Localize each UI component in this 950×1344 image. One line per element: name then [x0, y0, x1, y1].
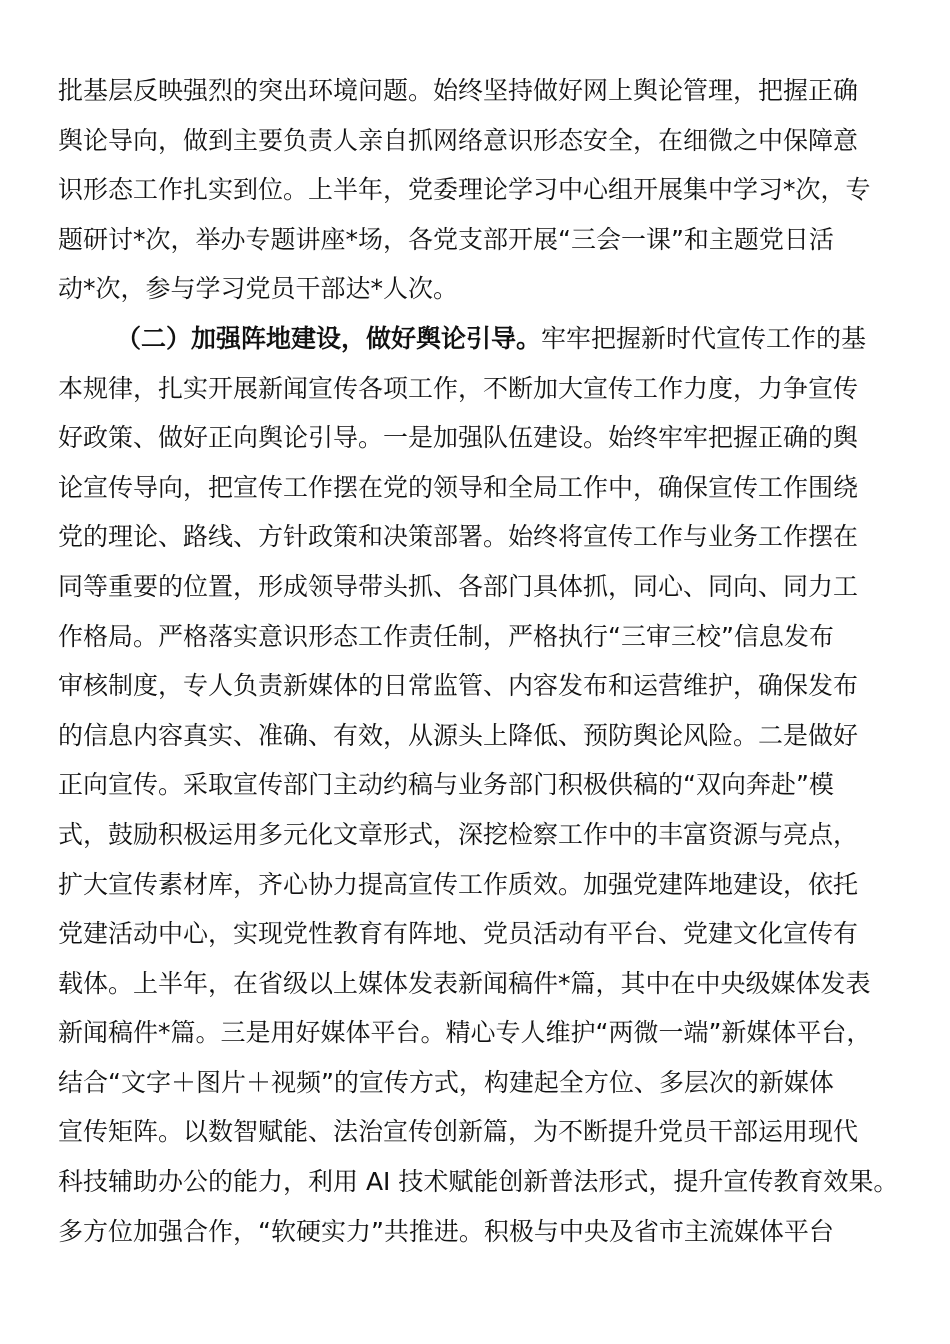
text-line: 审核制度，专人负责新媒体的日常监管、内容发布和运营维护，确保发布: [58, 671, 859, 701]
text-line: 题研讨*次，举办专题讲座*场，各党支部开展“三会一课”和主题党日活: [58, 224, 834, 254]
text-line: 科技辅助办公的能力，利用 AI 技术赋能创新普法形式，提升宣传教育效果。: [58, 1167, 899, 1197]
section-heading: （二）加强阵地建设，做好舆论引导。: [116, 323, 542, 353]
text-line: 结合“文字＋图片＋视频”的宣传方式，构建起全方位、多层次的新媒体: [58, 1067, 834, 1097]
text-line: 动*次，参与学习党员干部达*人次。: [58, 274, 459, 304]
text-line: 论宣传导向，把宣传工作摆在党的领导和全局工作中，确保宣传工作围绕: [58, 472, 859, 502]
text-line: 作格局。严格落实意识形态工作责任制，严格执行“三审三校”信息发布: [58, 621, 834, 651]
text-line: 党的理论、路线、方针政策和决策部署。始终将宣传工作与业务工作摆在: [58, 522, 859, 552]
text-line: 多方位加强合作，“软硬实力”共推进。积极与中央及省市主流媒体平台: [58, 1216, 834, 1246]
paragraph-2: [58, 314, 898, 1256]
text-line: 同等重要的位置，形成领导带头抓、各部门具体抓，同心、同向、同力工: [58, 571, 859, 601]
document-body: [58, 66, 898, 1256]
text-line-with-heading: [58, 314, 898, 364]
text-line: 新闻稿件*篇。三是用好媒体平台。精心专人维护“两微一端”新媒体平台，: [58, 1018, 872, 1048]
text-line: 的信息内容真实、准确、有效，从源头上降低、预防舆论风险。二是做好: [58, 720, 859, 750]
text-line: 载体。上半年，在省级以上媒体发表新闻稿件*篇，其中在中央级媒体发表: [58, 968, 871, 998]
heading-line-rest: 牢牢把握新时代宣传工作的基: [541, 323, 867, 353]
text-line: 本规律，扎实开展新闻宣传各项工作，不断加大宣传工作力度，力争宣传: [58, 373, 859, 403]
text-line: 识形态工作扎实到位。上半年，党委理论学习中心组开展集中学习*次，专: [58, 175, 871, 205]
text-line: 正向宣传。采取宣传部门主动约稿与业务部门积极供稿的“双向奔赴”模: [58, 770, 834, 800]
text-line: 宣传矩阵。以数智赋能、法治宣传创新篇，为不断提升党员干部运用现代: [58, 1117, 859, 1147]
text-line: 批基层反映强烈的突出环境问题。始终坚持做好网上舆论管理，把握正确: [58, 76, 859, 105]
paragraph-1: [58, 66, 898, 314]
text-line: 式，鼓励积极运用多元化文章形式，深挖检察工作中的丰富资源与亮点，: [58, 819, 859, 849]
text-line: 党建活动中心，实现党性教育有阵地、党员活动有平台、党建文化宣传有: [58, 919, 859, 949]
text-line: 好政策、做好正向舆论引导。一是加强队伍建设。始终牢牢把握正确的舆: [58, 423, 859, 453]
text-line: 舆论导向，做到主要负责人亲自抓网络意识形态安全，在细微之中保障意: [58, 125, 859, 155]
text-line: 扩大宣传素材库，齐心协力提高宣传工作质效。加强党建阵地建设，依托: [58, 869, 859, 899]
